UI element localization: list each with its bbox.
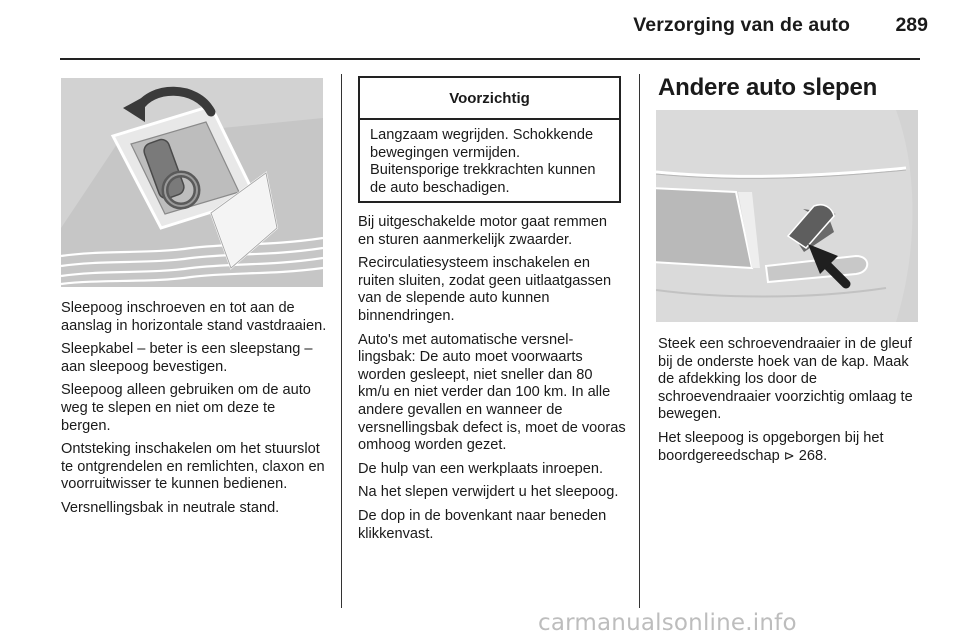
tow-eye-illustration (61, 78, 323, 287)
paragraph: Versnellingsbak in neutrale stand. (61, 499, 280, 516)
column-divider-2 (639, 74, 640, 608)
cross-reference-text: Het sleepoog is opgeborgen bij het boordgereedschap (658, 429, 884, 464)
paragraph: Steek een schroevendraaier in de gleuf bij de onderste hoek van de kap. Maak de afdekking los door de schroevendraaier voorzichtig omlaag te bewegen. (658, 336, 913, 423)
caution-box (358, 76, 621, 203)
paragraph: Ontsteking inschakelen om het stuurslot te ontgrendelen en remlichten, claxon en voorruitwisser te kunnen bedienen. (61, 441, 325, 493)
paragraph: Bij uitgeschakelde motor gaat remmen en sturen aanmerkelijk zwaarder. (358, 214, 608, 248)
column-2-text (358, 214, 626, 549)
column-1-text (61, 300, 327, 524)
paragraph: De hulp van een werkplaats inroepen. (358, 460, 604, 477)
column-divider-1 (341, 74, 342, 608)
column-3-text (658, 336, 923, 471)
caution-title: Voorzichtig (360, 78, 619, 120)
paragraph: Recirculatiesysteem inschakelen en ruiten sluiten, zodat geen uitlaatgassen van de slepende auto kunnen binnendringen. (358, 255, 612, 324)
watermark: carmanualsonline.info (538, 610, 797, 636)
cross-reference-paragraph (658, 430, 923, 465)
paragraph: Na het slepen verwijdert u het sleepoog. (358, 484, 619, 501)
paragraph: Auto's met automatische versnellingsbak: De auto moet voorwaarts worden gesleept, niet sneller dan 80 km/u en niet verder dan 100 km. In alle andere gevallen en wanneer de versnellingsbak defect is, moet de vooras omhoog worden gezet. (358, 331, 626, 454)
paragraph: De dop in de bovenkant naar beneden klikkenvast. (358, 507, 607, 542)
paragraph: Sleepoog alleen gebruiken om de auto weg te slepen en niet om deze te bergen. (61, 382, 311, 434)
section-heading: Andere auto slepen (658, 74, 878, 101)
paragraph: Sleepoog inschroeven en tot aan de aanslag in horizontale stand vastdraaien. (61, 300, 327, 334)
page-header-title: Verzorging van de auto (633, 14, 850, 36)
paragraph: Sleepkabel – beter is een sleepstang – aan sleepoog bevestigen. (61, 341, 313, 375)
bumper-cover-illustration (656, 110, 918, 322)
cross-reference-page-link[interactable]: 268. (798, 447, 828, 464)
page-reference-arrow-icon: ⊳ (783, 448, 795, 464)
caution-text: Langzaam wegrijden. Schokkende bewegingen vermijden. Buitensporige trekkrachten kunnen de auto beschadigen. (370, 127, 596, 196)
header-rule (60, 58, 920, 60)
page-number: 289 (895, 14, 928, 36)
